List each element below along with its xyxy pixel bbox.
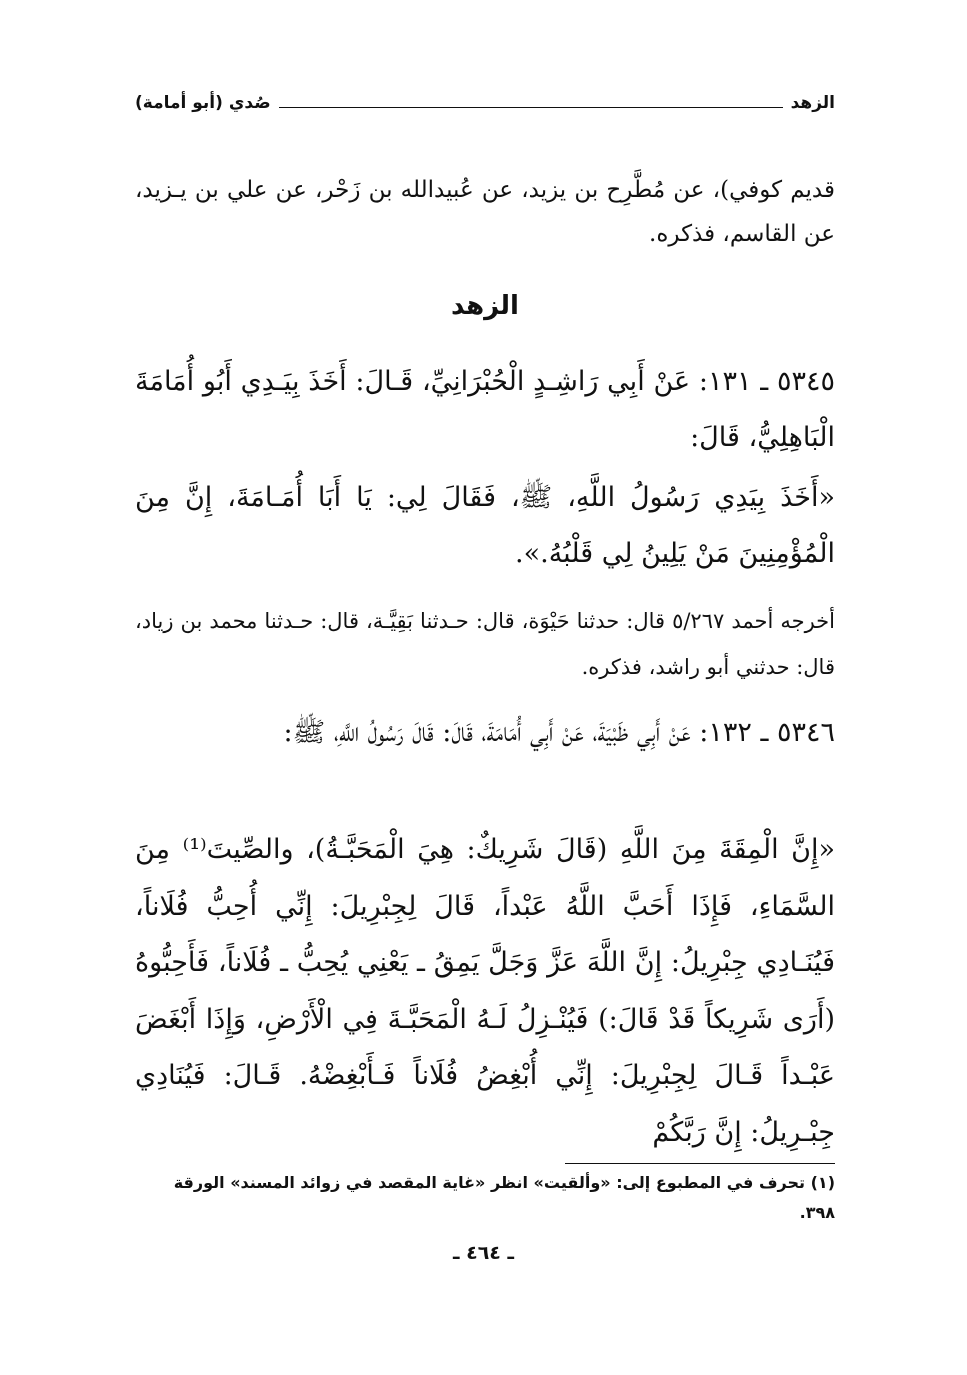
hadith-5346-text: «إِنَّ الْمِقَةَ مِنَ اللَّهِ (قَالَ شَرِيكٌ: هِيَ الْمَحَبَّـةُ)، والصِّيتَ⁽¹⁾ مِنَ السَّمَاءِ، فَإِذَا أَحَبَّ اللَّهُ عَبْداً، قَالَ لِجِبْرِيلَ: إِنِّي أُحِبُّ فُلَاناً، فَيُنَـادِي جِبْرِيلُ: إِنَّ اللَّهَ عَزَّ وَجَلَّ يَمِقُ ـ يَعْنِي يُحِبُّ ـ فُلَاناً، فَأَحِبُّوهُ (أَرَى شَرِيكاً قَدْ قَالَ:) فَيُنْـزِلُ لَـهُ الْمَحَبَّـةَ فِي الْأَرْضِ، وَإِذَا أَبْغَضَ عَبْـداً قَـالَ لِجِبْرِيلَ: إِنِّي أُبْغِضُ فُلَاناً فَـأَبْغِضْهُ. قَـالَ: فَيُنَادِي جِبْـرِيلُ: إِنَّ رَبَّكُمْ	[135, 834, 835, 1148]
running-header	[135, 88, 835, 118]
header-rule	[279, 107, 783, 108]
previous-text: قديم كوفي)، عن مُطَّرِح بن يزيد، عن عُبيدالله بن زَحْر، عن علي بن يـزيد، عن القاسم، فذكره.	[135, 177, 835, 247]
section-title: الزهد	[451, 291, 519, 321]
page-number: ـ ٤٦٤ ـ	[452, 1242, 514, 1264]
hadith-5345-text: «أَخَذَ بِيَدِي رَسُولُ اللَّهِ، ﷺ، فَقَالَ لِي: يَا أَبَا أُمَـامَةَ، إِنَّ مِنَ الْمُؤْمِنِينَ مَنْ يَلِينُ لِي قَلْبُهُ.».	[135, 482, 835, 569]
hadith-5345-head: ٥٣٤٥ ـ ١٣١: عَنْ أَبِي رَاشِـدٍ الْحُبْرَانِيِّ، قَـالَ: أَخَذَ بِيَـدِي أَبُو أُمَامَةَ الْبَاهِلِيُّ، قَالَ:	[135, 366, 835, 453]
hadith-5346-head: ٥٣٤٦ ـ ١٣٢: عَنْ أَبِي ظَبْيَةَ، عَنْ أَبِي أُمَامَةَ، قَالَ: قَالَ رَسُولُ اللَّهِ، ﷺ:	[283, 717, 835, 748]
hadith-5345-takhrij: أخرجه أحمد ٥/٢٦٧ قال: حدثنا حَيْوَة، قال: حـدثنا بَقِيَّـة، قال: حـدثنا محمد بن زياد، قال: حدثني أبو راشد، فذكره.	[135, 609, 835, 679]
header-chapter: صُدي (أبو أمامة)	[135, 93, 271, 113]
footnote: (١) تحرف في المطبوع إلى: «وألقيت» انظر «غاية المقصد في زوائد المسند» الورقة ٣٩٨.	[173, 1173, 835, 1222]
header-book-section: الزهد	[790, 93, 835, 113]
footnote-rule	[565, 1163, 835, 1164]
